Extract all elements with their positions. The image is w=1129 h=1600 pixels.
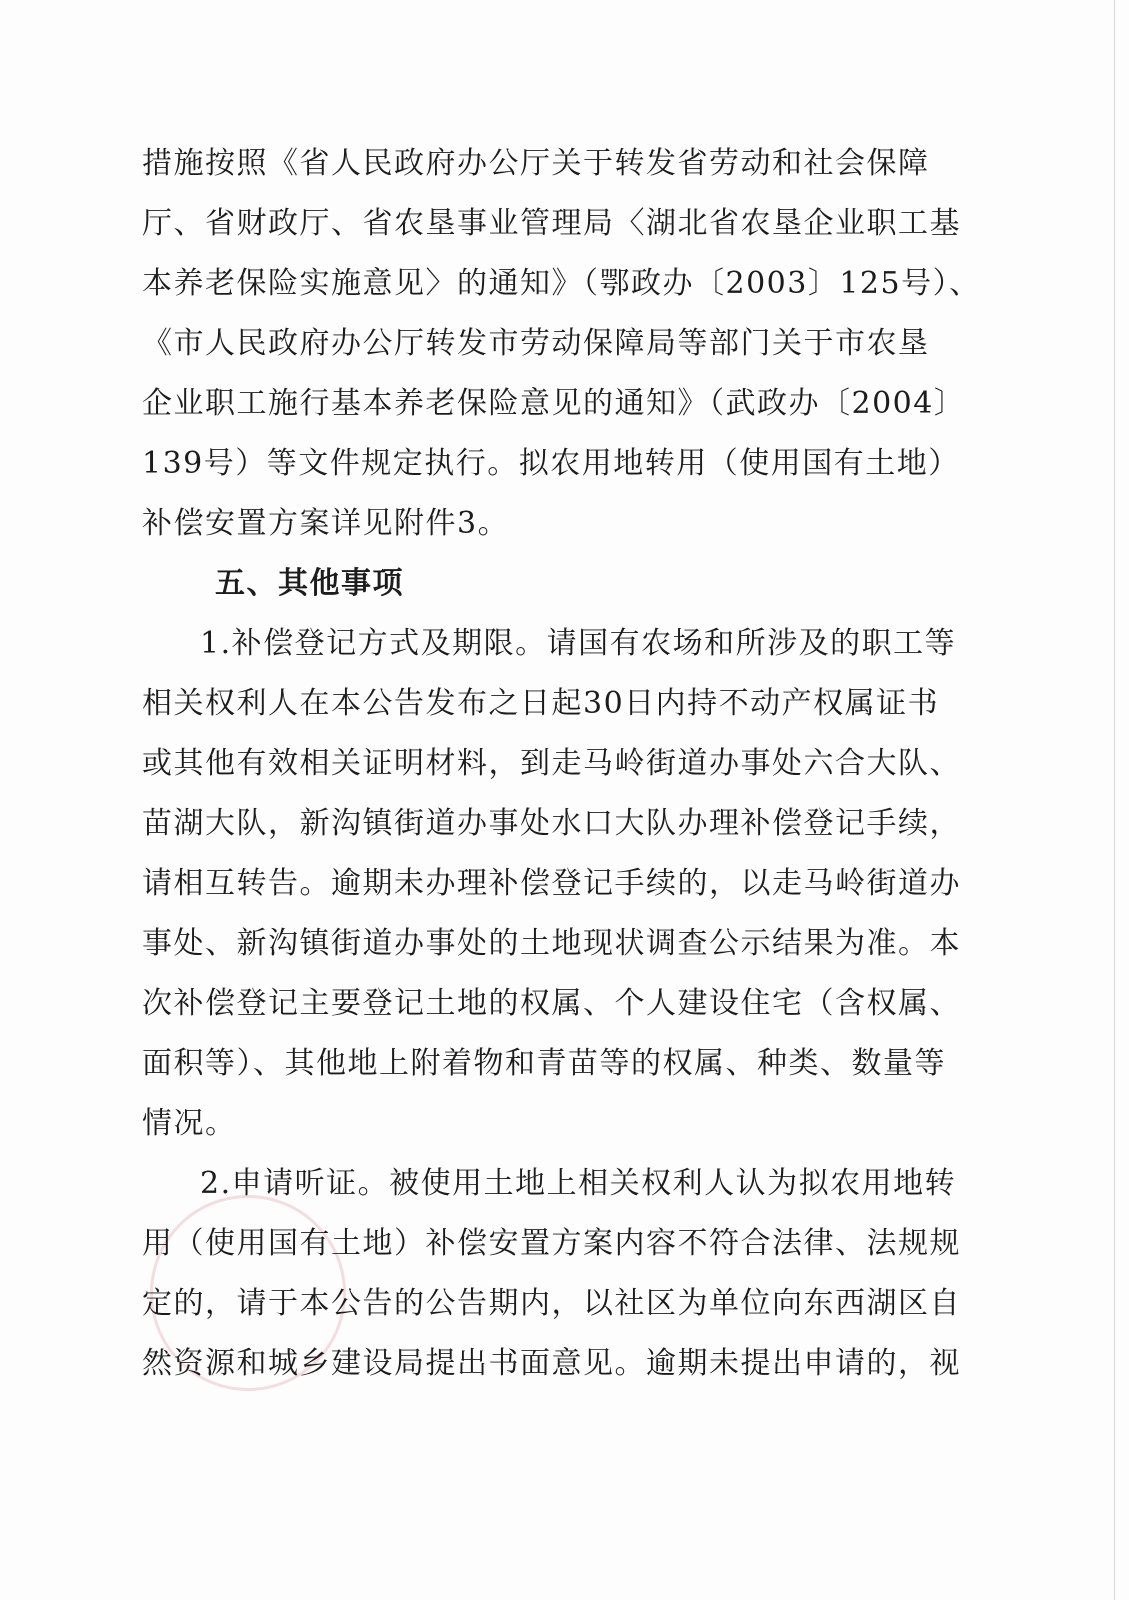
page-edge-divider (1114, 0, 1115, 1600)
paragraph-line: 措施按照《省人民政府办公厅关于转发省劳动和社会保障 (142, 146, 930, 181)
paragraph-line: 然资源和城乡建设局提出书面意见。逾期未提出申请的，视 (142, 1346, 961, 1381)
paragraph-line: 补偿安置方案详见附件3。 (142, 506, 510, 541)
paragraph-line: 请相互转告。逾期未办理补偿登记手续的，以走马岭街道办 (142, 866, 961, 901)
paragraph-line: 2.申请听证。被使用土地上相关权利人认为拟农用地转 (200, 1166, 957, 1201)
paragraph-line: 本养老保险实施意见〉的通知》（鄂政办〔2003〕125号）、 (142, 266, 981, 301)
paragraph-line: 面积等）、其他地上附着物和青苗等的权属、种类、数量等 (142, 1046, 946, 1081)
paragraph-line: 《市人民政府办公厅转发市劳动保障局等部门关于市农垦 (142, 326, 930, 361)
paragraph-line: 相关权利人在本公告发布之日起30日内持不动产权属证书 (142, 686, 940, 721)
paragraph-line: 苗湖大队，新沟镇街道办事处水口大队办理补偿登记手续， (142, 806, 961, 841)
paragraph-line: 厅、省财政厅、省农垦事业管理局〈湖北省农垦企业职工基 (142, 206, 961, 241)
paragraph-line: 事处、新沟镇街道办事处的土地现状调查公示结果为准。本 (142, 926, 961, 961)
paragraph-line: 1.补偿登记方式及期限。请国有农场和所涉及的职工等 (200, 626, 957, 661)
section-heading: 五、其他事项 (215, 566, 404, 601)
paragraph-line: 企业职工施行基本养老保险意见的通知》（武政办〔2004〕 (142, 386, 966, 421)
paragraph-line: 或其他有效相关证明材料，到走马岭街道办事处六合大队、 (142, 746, 961, 781)
paragraph-line: 定的，请于本公告的公告期内，以社区为单位向东西湖区自 (142, 1286, 961, 1321)
paragraph-line: 139号）等文件规定执行。拟农用地转用（使用国有土地） (142, 446, 960, 481)
paragraph-line: 次补偿登记主要登记土地的权属、个人建设住宅（含权属、 (142, 986, 961, 1021)
paragraph-line: 情况。 (142, 1106, 237, 1141)
paragraph-line: 用（使用国有土地）补偿安置方案内容不符合法律、法规规 (142, 1226, 961, 1261)
